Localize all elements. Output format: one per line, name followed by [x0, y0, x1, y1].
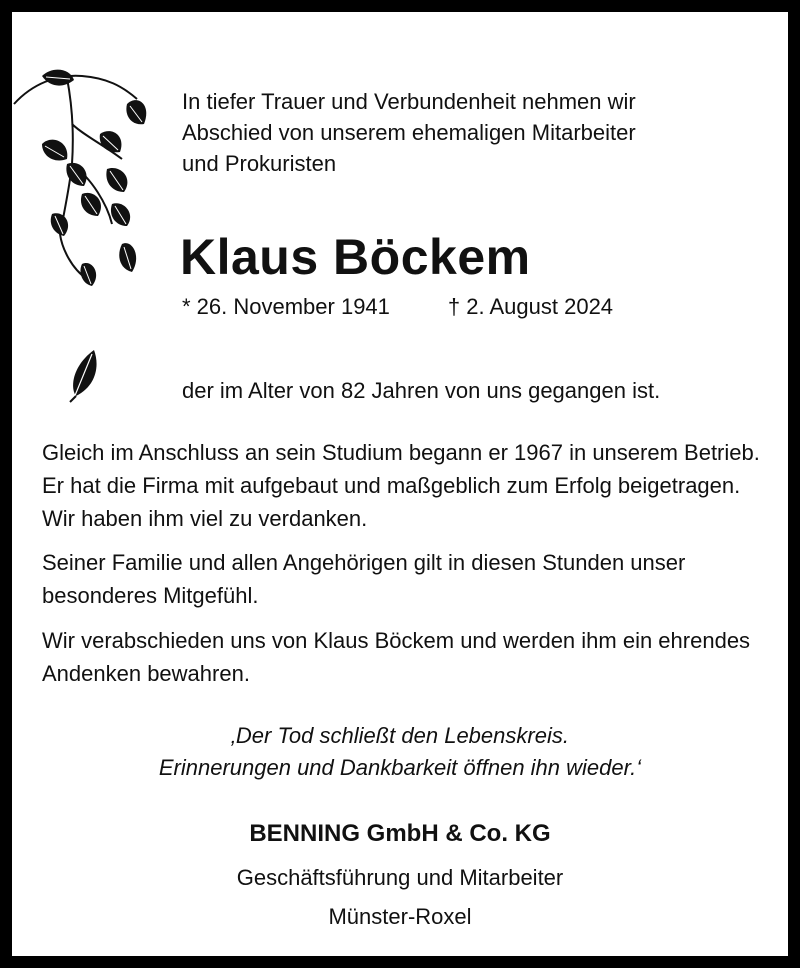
life-dates [182, 294, 613, 320]
deceased-name: Klaus Böckem [180, 229, 531, 285]
birth-date: * 26. November 1941 [182, 294, 390, 319]
death-date: † 2. August 2024 [447, 294, 614, 319]
company-location: Münster-Roxel [328, 904, 472, 929]
obituary-card [12, 12, 788, 956]
paragraph-career: Gleich im Anschluss an sein Studium begann er 1967 in unserem Betrieb. Er hat die Firma mit aufgebaut und maßgeblich zum Erfolg beigetragen. Wir haben ihm viel zu verdanken. [42, 440, 760, 531]
management-line: Geschäftsführung und Mitarbeiter [236, 865, 564, 890]
paragraph-farewell: Wir verabschieden uns von Klaus Böckem und werden ihm ein ehrendes Andenken bewahren. [42, 628, 751, 686]
leaf-icon [62, 348, 102, 404]
company-name: BENNING GmbH & Co. KG [249, 820, 551, 847]
intro-line: Abschied von unserem ehemaligen Mitarbeiter [182, 120, 636, 145]
leaf-branch-icon [12, 64, 162, 294]
intro-text [182, 86, 782, 179]
intro-line: In tiefer Trauer und Verbundenheit nehmen wir [182, 89, 636, 114]
memorial-quote [12, 720, 788, 784]
quote-line: ‚Der Tod schließt den Lebenskreis. [231, 723, 569, 748]
age-line: der im Alter von 82 Jahren von uns gegangen ist. [182, 378, 661, 403]
paragraph-condolence: Seiner Familie und allen Angehörigen gilt in diesen Stunden unser besonderes Mitgefühl. [42, 550, 686, 608]
quote-line: Erinnerungen und Dankbarkeit öffnen ihn wieder.‘ [158, 755, 642, 780]
intro-line: und Prokuristen [182, 151, 337, 176]
